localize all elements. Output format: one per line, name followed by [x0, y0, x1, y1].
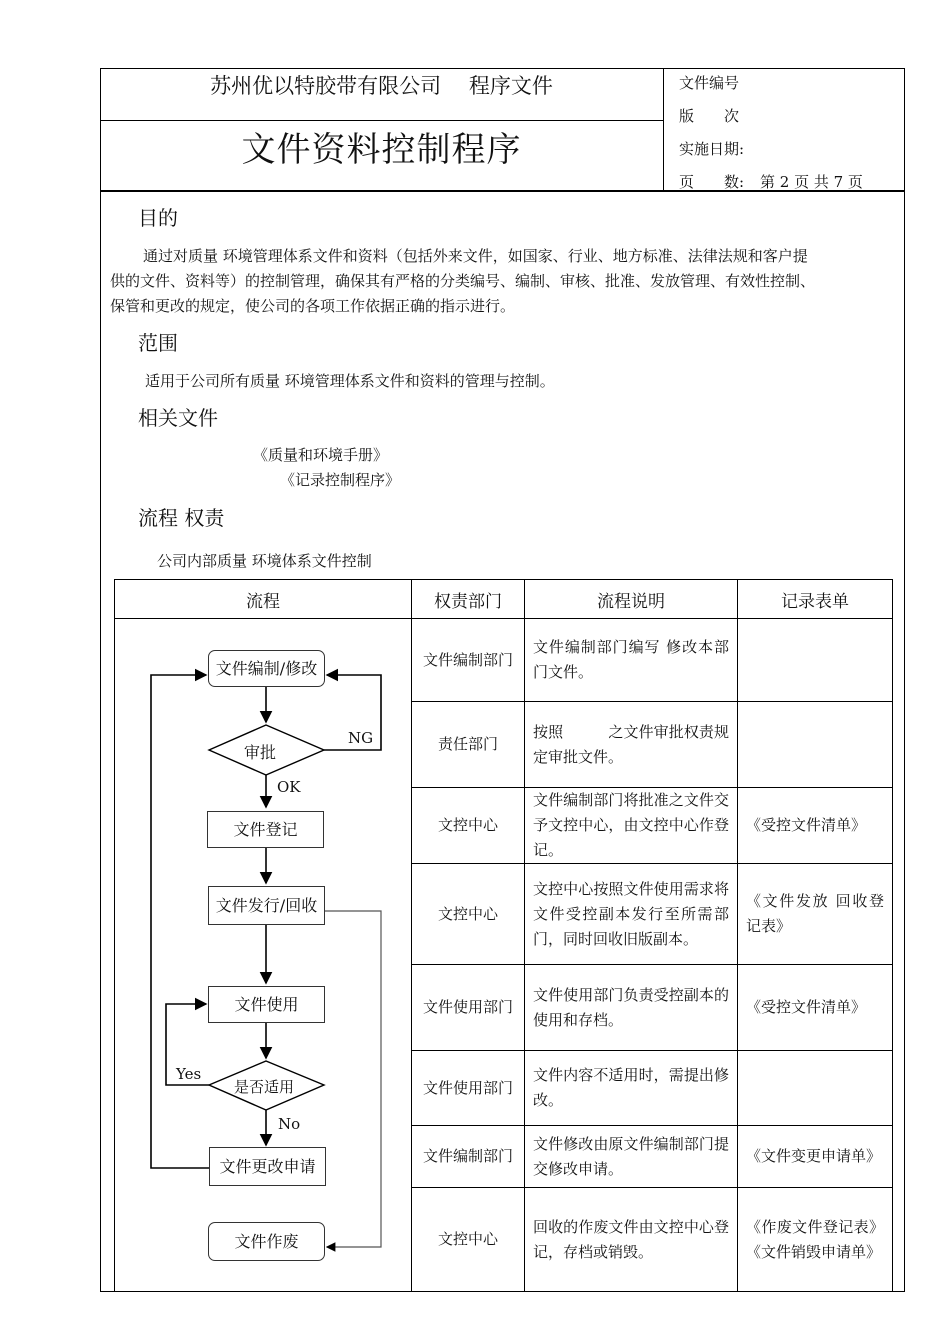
- related-doc-2: 《记录控制程序》: [280, 471, 401, 489]
- row-desc: 文件编制部门将批准之文件交予文控中心，由文控中心作登记。: [525, 788, 738, 864]
- flow-node-change-request: 文件更改申请: [209, 1147, 326, 1186]
- row-record: 《文件发放 回收登记表》: [738, 864, 893, 965]
- row-desc: 文件内容不适用时，需提出修改。: [525, 1051, 738, 1126]
- meta-pages-value: 第 2 页 共 7 页: [760, 173, 863, 191]
- purpose-text-line-2: 供的文件、资料等）的控制管理，确保其有严格的分类编号、编制、审核、批准、发放管理、有效性控制、: [110, 272, 816, 290]
- row-dept: 文控中心: [412, 1188, 525, 1292]
- section-title-purpose: 目的: [138, 206, 178, 230]
- section-title-flow: 流程 权责: [138, 506, 225, 530]
- row-dept: 文控中心: [412, 864, 525, 965]
- row-desc: 回收的作废文件由文控中心登记，存档或销毁。: [525, 1188, 738, 1292]
- row-desc: 文件修改由原文件编制部门提交修改申请。: [525, 1126, 738, 1188]
- flow-subtitle: 公司内部质量 环境体系文件控制: [157, 552, 372, 570]
- header-dept: 权责部门: [412, 580, 525, 619]
- label-ng: NG: [348, 729, 374, 747]
- row-dept: 文件使用部门: [412, 965, 525, 1051]
- meta-doc-number: 文件编号: [679, 74, 740, 92]
- purpose-text-line-1: 通过对质量 环境管理体系文件和资料（包括外来文件，如国家、行业、地方标准、法律法规和客户提: [143, 247, 808, 265]
- flow-node-obsolete: 文件作废: [208, 1222, 325, 1261]
- flow-node-issue: 文件发行/回收: [208, 886, 325, 925]
- section-title-scope: 范围: [138, 331, 178, 355]
- row-dept: 文件编制部门: [412, 1126, 525, 1188]
- header-flow: 流程: [115, 580, 412, 619]
- document-title: 文件资料控制程序: [241, 130, 522, 170]
- row-record: 《受控文件清单》: [738, 788, 893, 864]
- label-no: No: [278, 1115, 301, 1133]
- flow-node-approve: 审批: [244, 743, 277, 762]
- row-dept: 文件编制部门: [412, 619, 525, 702]
- header-record: 记录表单: [738, 580, 893, 619]
- section-title-related: 相关文件: [138, 406, 218, 430]
- row-desc: 按照 之文件审批权责规定审批文件。: [525, 702, 738, 788]
- row-desc: 文件编制部门编写 修改本部门文件。: [525, 619, 738, 702]
- meta-version: 版 次: [679, 107, 740, 125]
- purpose-text-line-3: 保管和更改的规定，使公司的各项工作依据正确的指示进行。: [110, 297, 516, 315]
- scope-text: 适用于公司所有质量 环境管理体系文件和资料的管理与控制。: [145, 372, 555, 390]
- row-desc: 文件使用部门负责受控副本的使用和存档。: [525, 965, 738, 1051]
- label-yes: Yes: [176, 1065, 202, 1083]
- flow-node-edit: 文件编制/修改: [208, 650, 325, 687]
- related-doc-1: 《质量和环境手册》: [253, 446, 389, 464]
- meta-effective-date: 实施日期:: [679, 140, 745, 158]
- header-desc: 流程说明: [525, 580, 738, 619]
- row-dept: 文控中心: [412, 788, 525, 864]
- row-dept: 文件使用部门: [412, 1051, 525, 1126]
- flow-node-applicable: 是否适用: [234, 1078, 295, 1096]
- meta-pages-label: 页 数:: [679, 173, 745, 191]
- row-dept: 责任部门: [412, 702, 525, 788]
- company-name: 苏州优以特胶带有限公司 程序文件: [210, 74, 553, 98]
- row-record: 《文件变更申请单》: [738, 1126, 893, 1188]
- flow-node-use: 文件使用: [208, 986, 325, 1023]
- row-record: 《作废文件登记表》《文件销毁申请单》: [738, 1188, 893, 1292]
- row-desc: 文控中心按照文件使用需求将文件受控副本发行至所需部门，同时回收旧版副本。: [525, 864, 738, 965]
- flow-node-register: 文件登记: [207, 811, 324, 848]
- row-record: 《受控文件清单》: [738, 965, 893, 1051]
- label-ok: OK: [277, 778, 301, 796]
